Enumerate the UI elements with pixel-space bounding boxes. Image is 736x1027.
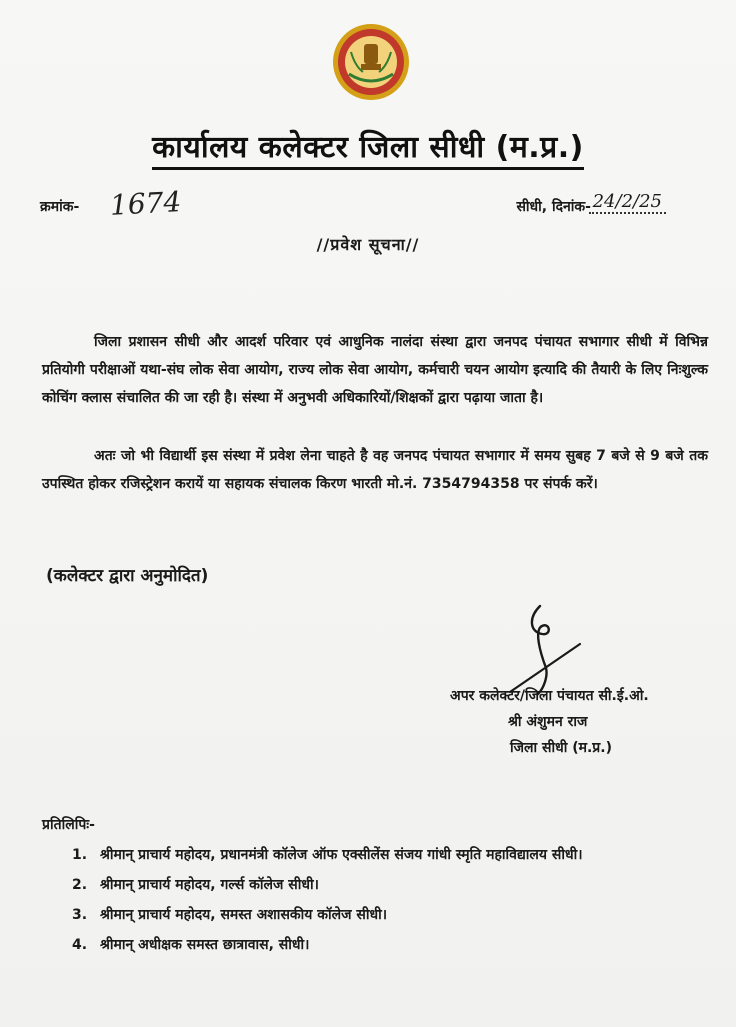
- list-item: [72, 933, 720, 957]
- reference-number: 1674: [109, 185, 183, 222]
- list-item: [72, 873, 720, 897]
- body-paragraph-2: अतः जो भी विद्यार्थी इस संस्था में प्रवेश लेना चाहते है वह जनपद पंचायत सभागार में समय सुबह 7 बजे से 9 बजे तक उपस्थित होकर रजिस्ट्रेशन करायें या सहायक संचालक किरण भारती मो.नं. 7354794358 पर संपर्क करें।: [42, 448, 708, 492]
- signatory-block: [450, 683, 720, 761]
- copy-to-label: प्रतिलिपिः-: [42, 817, 95, 833]
- signatory-name: श्री अंशुमन राज: [508, 714, 588, 730]
- office-title-text: कार्यालय कलेक्टर जिला सीधी (म.प्र.): [152, 130, 584, 170]
- list-item-text: श्रीमान् अधीक्षक समस्त छात्रावास, सीधी।: [100, 937, 310, 953]
- approval-note: (कलेक्टर द्वारा अनुमोदित): [46, 566, 209, 586]
- government-emblem-icon: [331, 22, 411, 102]
- list-item-text: श्रीमान् प्राचार्य महोदय, गर्ल्स कॉलेज सीधी।: [100, 877, 319, 893]
- list-item-number: 4.: [72, 937, 88, 953]
- list-item-text: श्रीमान् प्राचार्य महोदय, प्रधानमंत्री कॉलेज ऑफ एक्सीलेंस संजय गांधी स्मृति महाविद्यालय सीधी।: [100, 847, 583, 863]
- reference-number-label: क्रमांक-: [40, 199, 80, 215]
- list-item: [72, 843, 720, 867]
- list-item-number: 2.: [72, 877, 88, 893]
- office-title: [0, 125, 736, 166]
- copy-to-list: [72, 843, 720, 963]
- notice-subject: //प्रवेश सूचना//: [316, 235, 420, 254]
- list-item: [72, 903, 720, 927]
- signatory-designation: अपर कलेक्टर/जिला पंचायत सी.ई.ओ.: [450, 688, 649, 704]
- list-item-number: 3.: [72, 907, 88, 923]
- issue-date: 24/2/25: [589, 191, 666, 214]
- list-item-text: श्रीमान् प्राचार्य महोदय, समस्त अशासकीय कॉलेज सीधी।: [100, 907, 388, 923]
- body-paragraph-1: जिला प्रशासन सीधी और आदर्श परिवार एवं आधुनिक नालंदा संस्था द्वारा जनपद पंचायत सभागार सीधी में विभिन्न प्रतियोगी परीक्षाओं यथा-संघ लोक सेवा आयोग, राज्य लोक सेवा आयोग, कर्मचारी चयन आयोग इत्यादि की तैयारी के लिए निःशुल्क कोचिंग क्लास संचालित की जा रही है। संस्था में अनुभवी अधिकारियों/शिक्षकों द्वारा पढ़ाया जाता है।: [42, 334, 708, 406]
- signatory-office: जिला सीधी (म.प्र.): [510, 740, 612, 756]
- reference-row: [40, 185, 696, 233]
- list-item-number: 1.: [72, 847, 88, 863]
- date-label: सीधी, दिनांक-: [516, 199, 591, 215]
